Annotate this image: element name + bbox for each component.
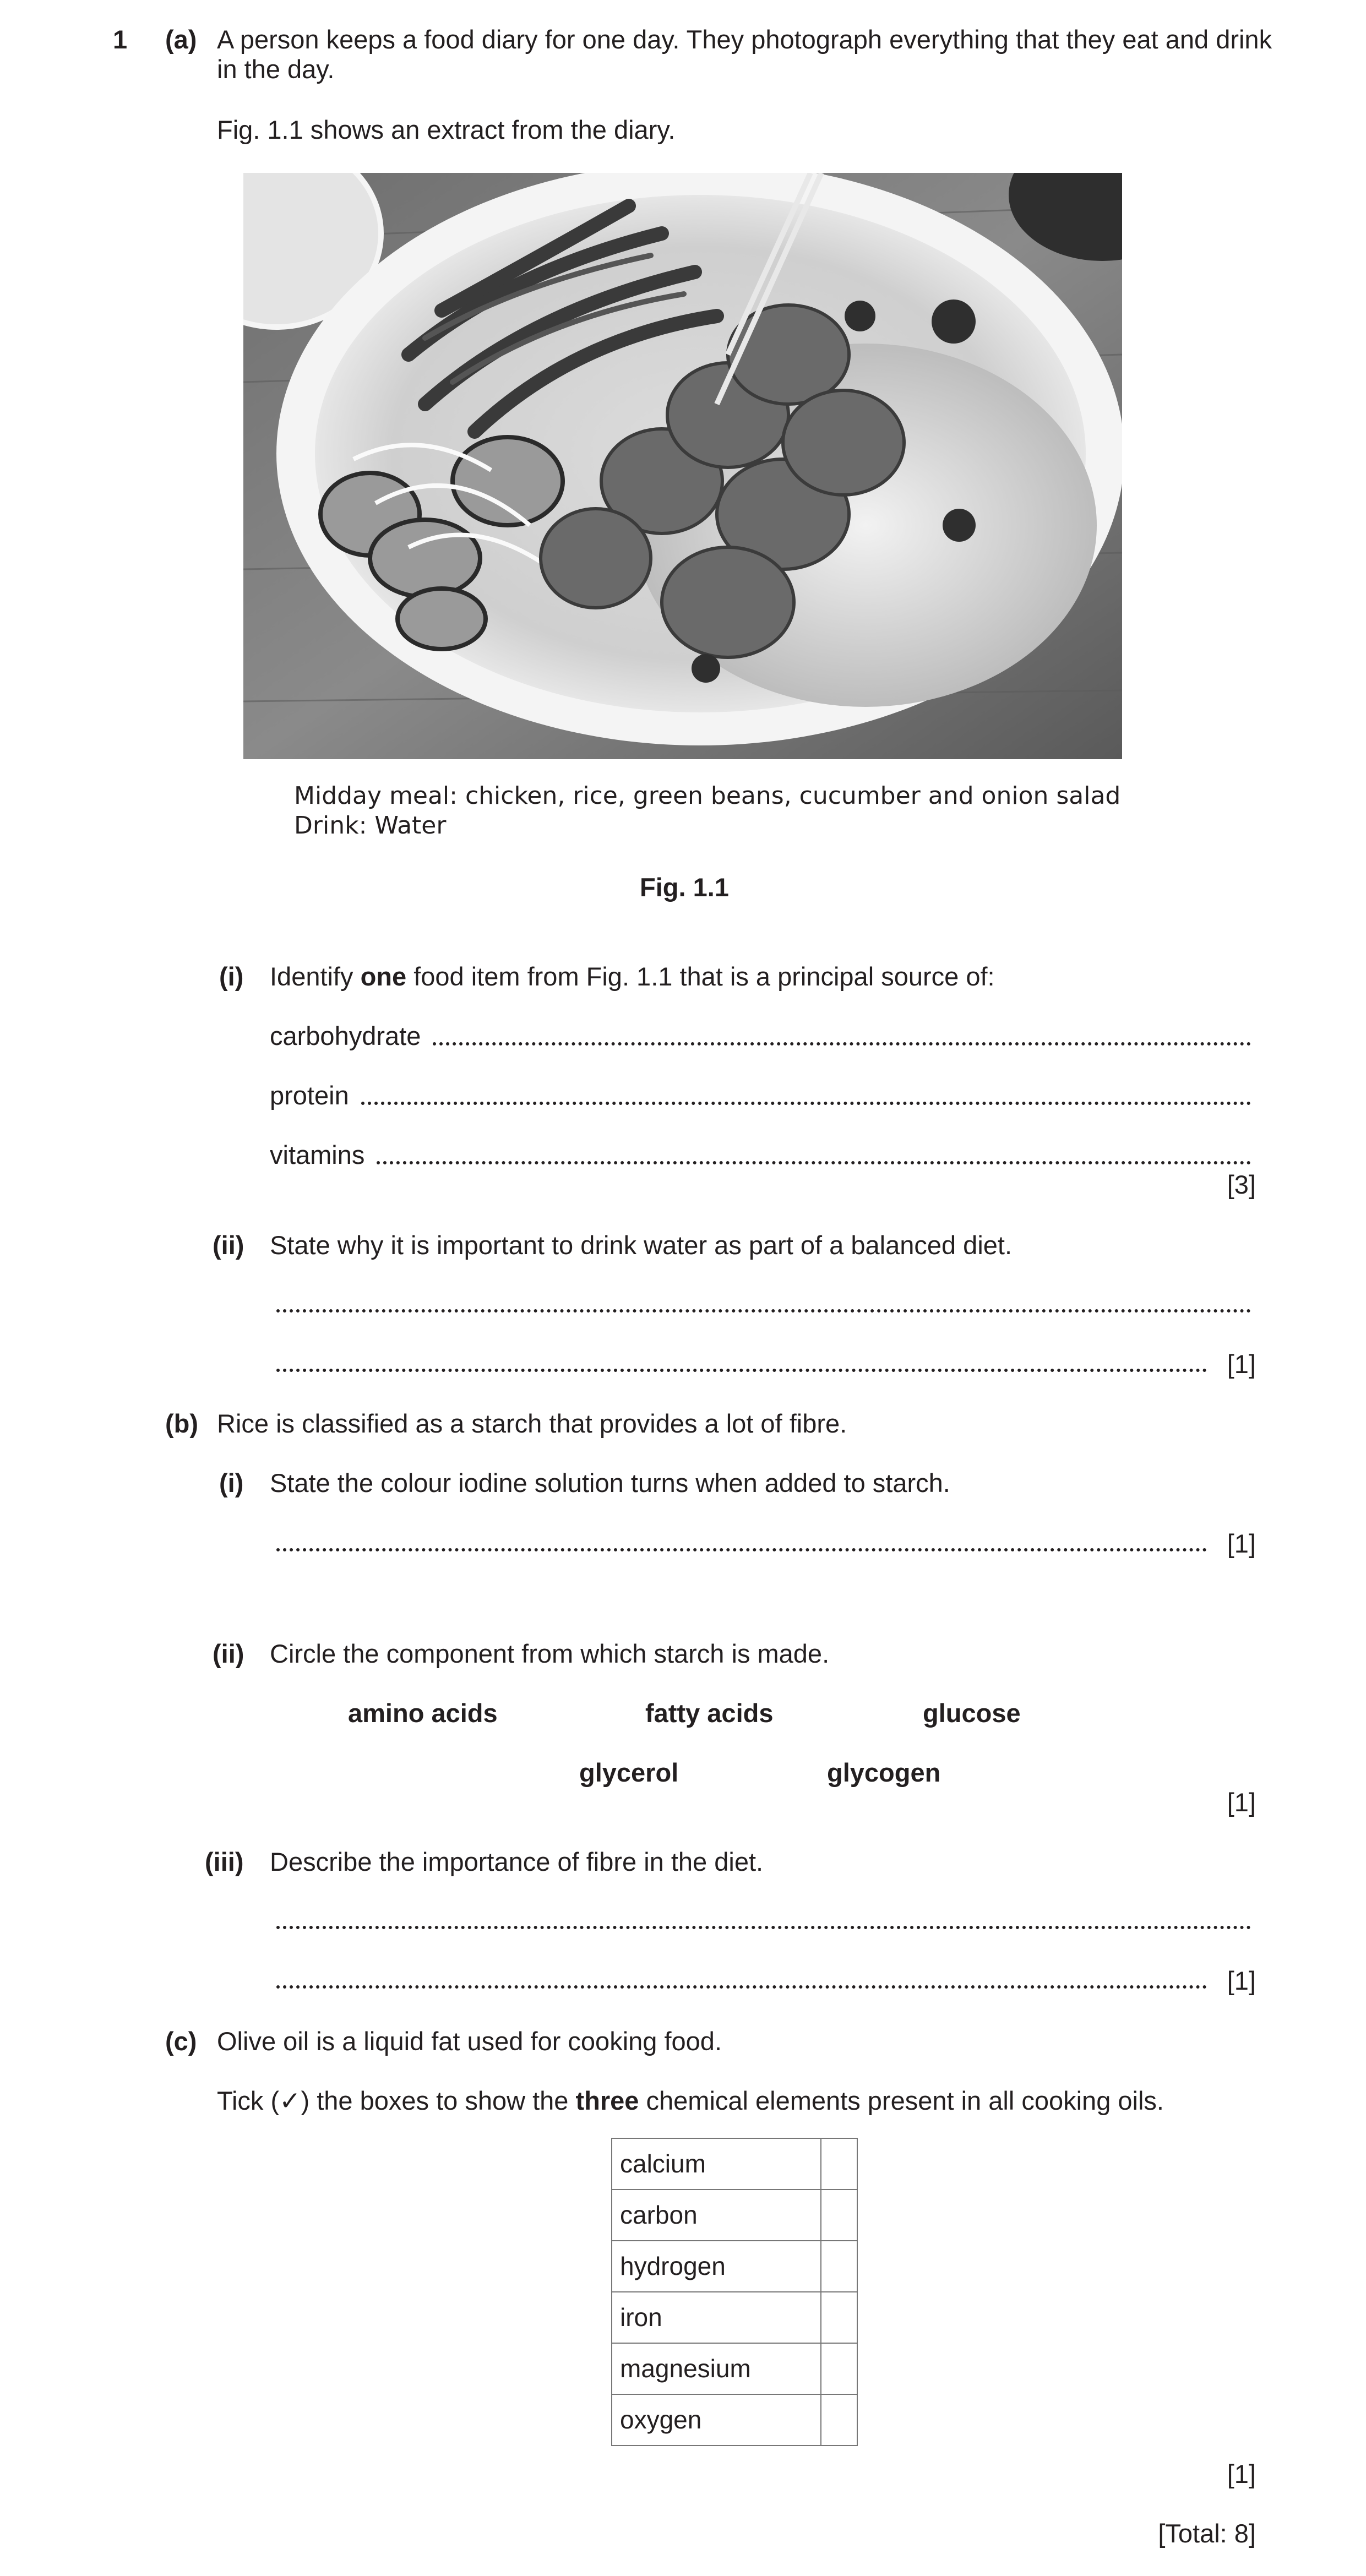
total-marks: [Total: 8] [1158,2519,1256,2548]
tick-box-carbon[interactable] [821,2190,857,2241]
part-c-tick-instruction: Tick (✓) the boxes to show the three chemical elements present in all cooking oils. [217,2086,1164,2115]
tick-box-hydrogen[interactable] [821,2241,857,2292]
part-a-label: (a) [165,25,197,54]
element-calcium: calcium [612,2138,821,2190]
part-a-i-prompt: Identify one food item from Fig. 1.1 that is a principal source of: [270,962,995,991]
protein-label: protein [270,1081,349,1110]
table-row [612,2292,857,2343]
vitamins-answer-row [270,1140,1251,1170]
part-b-iii-label: (iii) [205,1847,244,1876]
element-oxygen: oxygen [612,2394,821,2446]
part-b-intro: Rice is classified as a starch that provides a lot of fibre. [217,1409,847,1438]
vitamins-answer-line[interactable] [377,1161,1251,1164]
carbohydrate-answer-row [270,1021,1251,1051]
part-a-intro-line1: A person keeps a food diary for one day. They photograph everything that they eat and drink [217,25,1272,54]
part-b-ii-marks: [1] [1227,1788,1256,1817]
part-b-label: (b) [165,1409,199,1438]
part-b-i-answer-line[interactable] [276,1548,1207,1551]
part-b-i-label: (i) [219,1468,244,1497]
part-b-iii-marks: [1] [1227,1966,1256,1995]
part-b-ii-label: (ii) [213,1639,244,1668]
element-carbon: carbon [612,2190,821,2241]
table-row [612,2343,857,2394]
option-fatty-acids[interactable]: fatty acids [645,1698,774,1728]
element-iron: iron [612,2292,821,2343]
meal-photograph [243,173,1122,759]
part-a-i-marks: [3] [1227,1170,1256,1199]
part-a-ii-marks: [1] [1227,1349,1256,1379]
table-row [612,2138,857,2190]
part-b-i-marks: [1] [1227,1529,1256,1558]
part-b-iii-answer-line-2[interactable] [276,1985,1207,1989]
table-row [612,2394,857,2446]
part-b-iii-prompt: Describe the importance of fibre in the diet. [270,1847,764,1876]
part-a-ii-answer-line-1[interactable] [276,1309,1251,1312]
protein-answer-line[interactable] [361,1102,1251,1105]
vitamins-label: vitamins [270,1140,365,1169]
figure-label: Fig. 1.1 [640,873,729,902]
diary-caption-meal: Midday meal: chicken, rice, green beans, cucumber and onion salad [294,782,1121,810]
part-b-i-prompt: State the colour iodine solution turns when added to starch. [270,1468,950,1497]
tick-box-magnesium[interactable] [821,2343,857,2394]
part-b-ii-prompt: Circle the component from which starch is made. [270,1639,830,1668]
tick-box-calcium[interactable] [821,2138,857,2190]
part-b-iii-answer-line-1[interactable] [276,1926,1251,1929]
elements-tick-table [611,2138,858,2446]
figure-reference: Fig. 1.1 shows an extract from the diary. [217,115,676,144]
tick-box-iron[interactable] [821,2292,857,2343]
element-hydrogen: hydrogen [612,2241,821,2292]
part-a-ii-prompt: State why it is important to drink water as part of a balanced diet. [270,1230,1013,1260]
part-a-i-label: (i) [219,962,244,991]
part-a-ii-answer-line-2[interactable] [276,1369,1207,1372]
tick-box-oxygen[interactable] [821,2394,857,2446]
question-number: 1 [113,25,128,54]
part-c-label: (c) [165,2027,197,2056]
carbohydrate-label: carbohydrate [270,1021,421,1050]
part-a-ii-label: (ii) [213,1230,244,1260]
part-c-intro: Olive oil is a liquid fat used for cooking food. [217,2027,722,2056]
carbohydrate-answer-line[interactable] [433,1042,1251,1045]
part-c-marks: [1] [1227,2459,1256,2488]
element-magnesium: magnesium [612,2343,821,2394]
option-amino-acids[interactable]: amino acids [348,1698,498,1728]
protein-answer-row [270,1080,1251,1110]
part-a-intro-line2: in the day. [217,55,335,84]
option-glycerol[interactable]: glycerol [579,1758,679,1787]
table-row [612,2190,857,2241]
option-glycogen[interactable]: glycogen [827,1758,941,1787]
table-row [612,2241,857,2292]
diary-caption-drink: Drink: Water [294,812,447,840]
option-glucose[interactable]: glucose [923,1698,1021,1728]
